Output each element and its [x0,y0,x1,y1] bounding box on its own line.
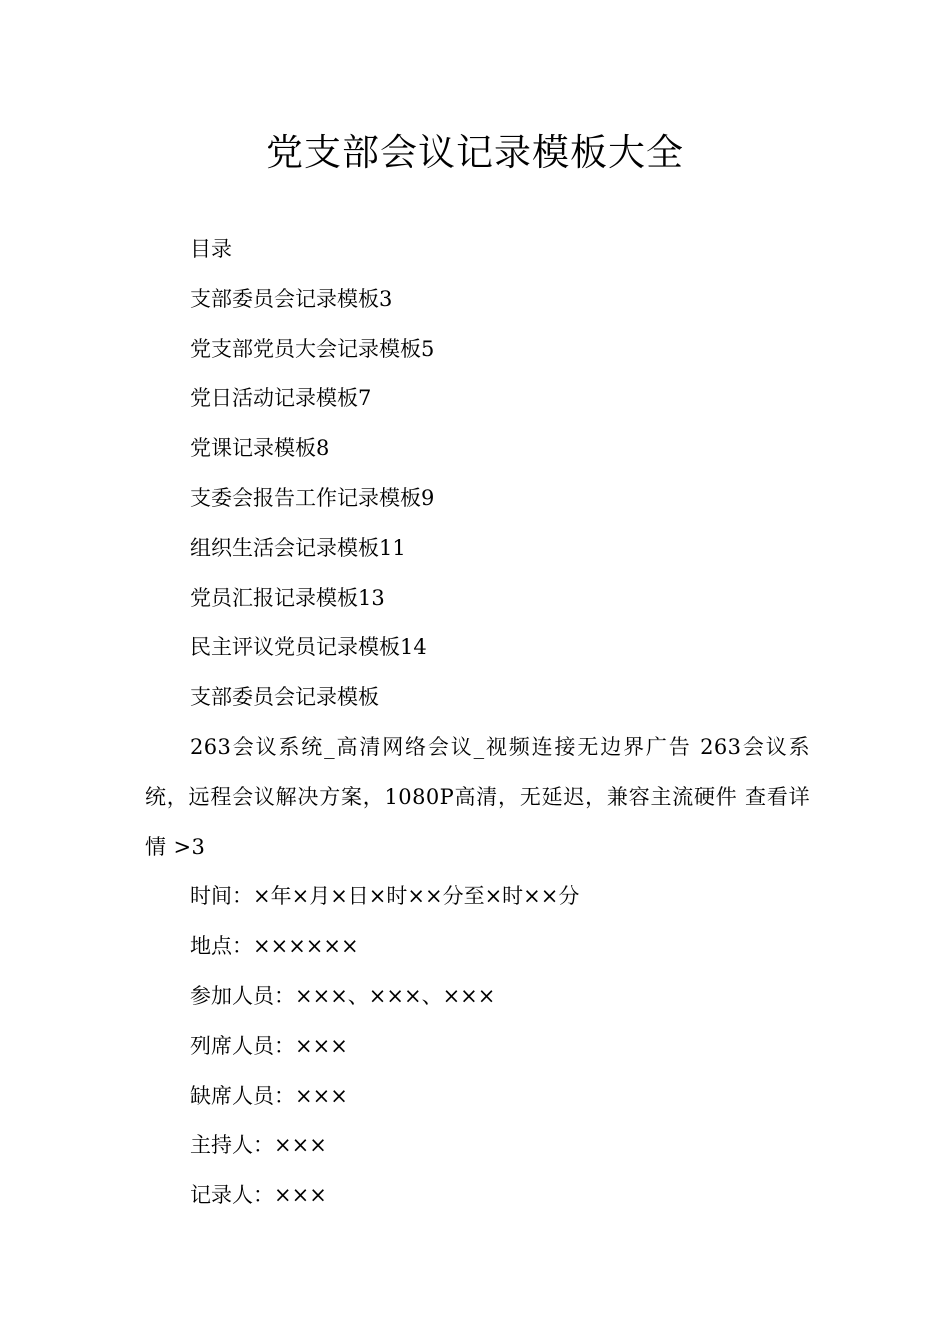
recorder-field: 记录人：××× [190,1183,327,1208]
host-field: 主持人：××× [190,1133,327,1158]
toc-heading: 目录 [190,237,232,261]
toc-entry: 党员汇报记录模板13 [190,585,385,610]
toc-entry: 组织生活会记录模板11 [190,535,406,560]
document-title: 党支部会议记录模板大全 [266,131,684,174]
toc-entry: 党支部党员大会记录模板5 [190,336,435,361]
absentees-field: 缺席人员：××× [190,1083,348,1108]
toc-entry: 支部委员会记录模板3 [190,286,393,311]
meeting-location-field: 地点：×××××× [190,934,359,959]
section-heading: 支部委员会记录模板 [190,685,379,710]
observers-field: 列席人员：××× [190,1033,348,1058]
document-body [145,225,810,1221]
toc-entry: 支委会报告工作记录模板9 [190,485,435,510]
toc-entry: 党日活动记录模板7 [190,386,372,411]
toc-entry: 党课记录模板8 [190,436,330,461]
attendees-field: 参加人员：×××、×××、××× [190,983,496,1008]
meeting-time-field: 时间：×年×月×日×时××分至×时××分 [190,884,580,909]
toc-entry: 民主评议党员记录模板14 [190,635,427,660]
ad-paragraph: 263会议系统_高清网络会议_视频连接无边界广告 263会议系统，远程会议解决方案，1080P高清，无延迟，兼容主流硬件 查看详情 >3 [145,734,810,859]
